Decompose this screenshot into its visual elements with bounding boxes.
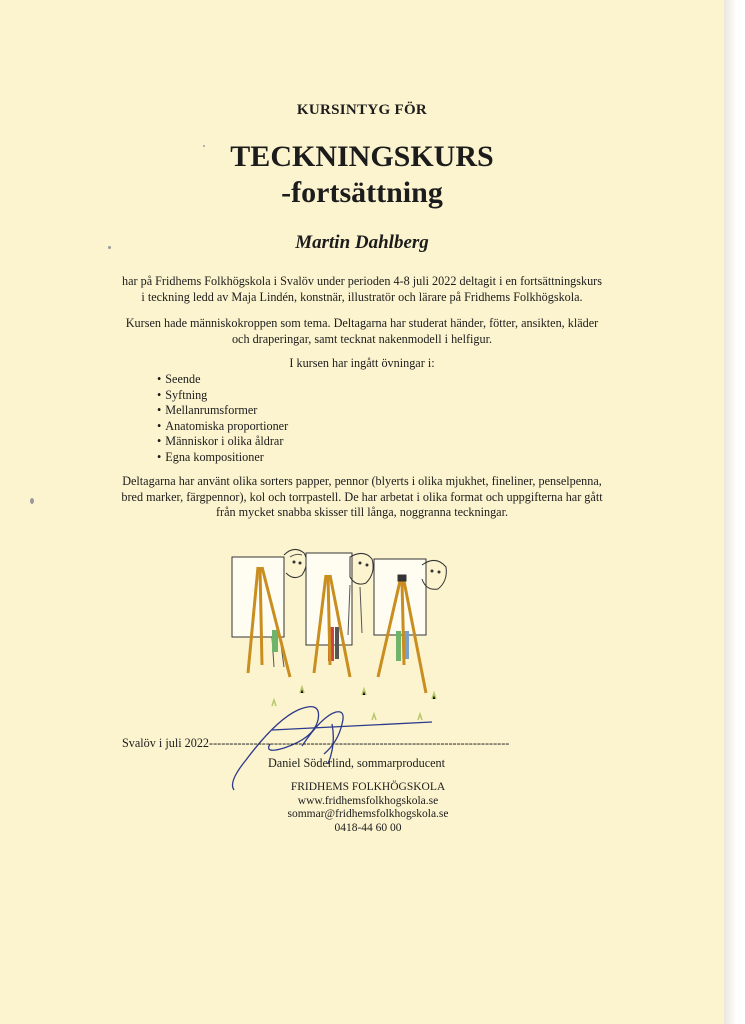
signer-name: Daniel Söderlind, sommarproducent <box>268 756 446 770</box>
school-website: www.fridhemsfolkhogskola.se <box>297 794 439 807</box>
certificate-heading: KURSINTYG FÖR <box>296 102 428 118</box>
school-contact <box>263 781 473 835</box>
theme-paragraph <box>0 316 724 347</box>
materials-line: bred marker, färgpennor), kol och torrpastell. De har arbetat i olika format och uppgifterna har gått <box>121 489 603 504</box>
easel-illustration <box>222 545 462 705</box>
place-date: Svalöv i juli 2022 <box>122 736 210 750</box>
signature-line <box>122 736 509 751</box>
materials-paragraph <box>0 474 724 521</box>
participant-name: Martin Dahlberg <box>295 232 429 253</box>
materials-line: från mycket snabba skisser till långa, noggranna teckningar. <box>215 505 509 519</box>
signature-dashes: -------------------------------------------------------------------------- <box>209 736 510 750</box>
list-item: • Mellanrumsformer <box>157 403 288 419</box>
course-title: TECKNINGSKURS <box>230 140 494 173</box>
list-item: • Egna kompositioner <box>157 450 288 466</box>
artist-figure <box>232 549 307 667</box>
exercises-intro: I kursen har ingått övningar i: <box>289 356 435 370</box>
list-item: • Anatomiska proportioner <box>157 419 288 435</box>
scan-edge <box>724 0 745 1024</box>
materials-line: Deltagarna har använt olika sorters papper, pennor (blyerts i olika mjukhet, fineliner, penselpenna, <box>122 474 602 488</box>
intro-paragraph <box>0 274 724 305</box>
school-name: FRIDHEMS FOLKHÖGSKOLA <box>290 781 446 793</box>
list-item: • Syftning <box>157 388 288 404</box>
list-item: • Människor i olika åldrar <box>157 434 288 450</box>
grass-tuft <box>272 700 422 720</box>
course-subtitle: -fortsättning <box>281 176 443 209</box>
school-email: sommar@fridhemsfolkhogskola.se <box>287 808 449 820</box>
theme-line: Kursen hade människokroppen som tema. Deltagarna har studerat händer, fötter, ansikten, kläder <box>125 316 599 330</box>
exercise-list <box>157 372 288 466</box>
list-item: • Seende <box>157 372 288 388</box>
intro-line: i teckning ledd av Maja Lindén, konstnär, illustratör och lärare på Fridhems Folkhögskola. <box>141 289 583 304</box>
theme-line: och draperingar, samt tecknat nakenmodell i helfigur. <box>231 331 493 346</box>
intro-line: har på Fridhems Folkhögskola i Svalöv under perioden 4-8 juli 2022 deltagit i en fortsättningskurs <box>122 274 602 288</box>
school-phone: 0418-44 60 00 <box>334 821 402 834</box>
